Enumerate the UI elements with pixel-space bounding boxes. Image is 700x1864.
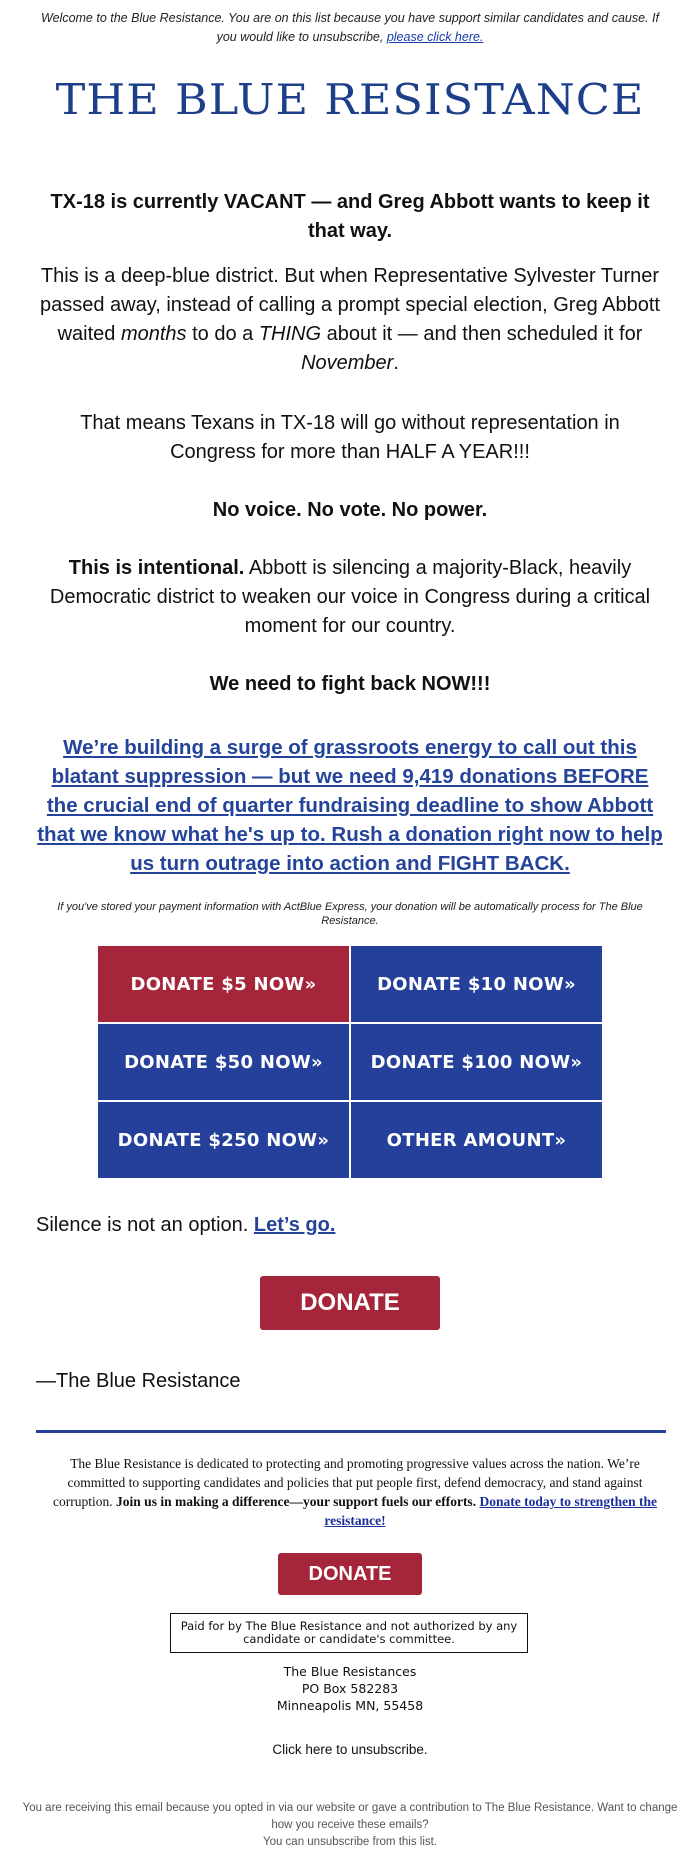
paid-for-disclaimer: Paid for by The Blue Resistance and not authorized by any candidate or candidate's committee.: [170, 1613, 528, 1653]
p1-thing: THING: [258, 323, 322, 345]
headline: TX-18 is currently VACANT — and Greg Abbott wants to keep it that way.: [50, 191, 650, 242]
donate-button-small[interactable]: DONATE: [278, 1553, 422, 1595]
donate-other-amount-button[interactable]: OTHER AMOUNT»: [351, 1102, 602, 1178]
address-line-3: Minneapolis MN, 55458: [276, 1698, 424, 1713]
logo: THE BLUE RESISTANCE: [55, 75, 645, 124]
p1-text-a: This is a deep-blue district. But when Representative Sylvester Turner passed away, instead of calling a prompt special election, Greg Abbott waited: [40, 265, 660, 345]
lets-go-link[interactable]: Let’s go.: [253, 1214, 336, 1236]
p1-text-c: about it — and then scheduled it for: [321, 323, 643, 345]
silence-line: [36, 1211, 335, 1239]
paragraph-4: [40, 554, 660, 641]
donate-250-button[interactable]: DONATE $250 NOW»: [98, 1102, 349, 1178]
preheader-text: Welcome to the Blue Resistance. You are on this list because you have support similar candidates and cause. If you would like to unsubscribe,: [41, 11, 659, 44]
p1-november: November: [301, 352, 394, 374]
donation-button-grid: [98, 946, 602, 1178]
donate-button-large[interactable]: DONATE: [260, 1276, 440, 1330]
legal-footer: [20, 1800, 680, 1851]
address-line-1: The Blue Resistances: [283, 1664, 417, 1679]
footer-mission: [40, 1454, 670, 1530]
paragraph-1: [40, 262, 660, 378]
legal-line-1: You are receiving this email because you opted in via our website or gave a contribution to The Blue Resistance. Want to change how you receive these emails?: [22, 1802, 678, 1831]
donation-cta-link[interactable]: We’re building a surge of grassroots energy to call out this blatant suppression — but we need 9,419 donations BEFORE the crucial end of quarter fundraising deadline to show Abbott that we know what he's up to. Rush a donation right now to help us turn outrage into action and FIGHT BACK.: [37, 736, 663, 875]
p4-bold: This is intentional.: [68, 557, 245, 579]
p4-rest: Abbott is silencing a majority-Black, heavily Democratic district to weaken our voice in Congress during a critical moment for our country.: [49, 557, 651, 637]
actblue-express-note: If you've stored your payment information with ActBlue Express, your donation will be automatically process for The Blue Resistance.: [57, 901, 643, 927]
preheader-unsubscribe-link[interactable]: please click here.: [386, 30, 484, 44]
footer-text: The Blue Resistance is dedicated to protecting and promoting progressive values across the nation. We’re committed to supporting candidates and policies that put people first, defend democracy, and stand against corruption.: [53, 1456, 643, 1509]
paragraph-5: We need to fight back NOW!!!: [209, 673, 491, 695]
donate-100-button[interactable]: DONATE $100 NOW»: [351, 1024, 602, 1100]
footer-bold: Join us in making a difference—your support fuels our efforts.: [116, 1494, 477, 1509]
donate-5-button[interactable]: DONATE $5 NOW»: [98, 946, 349, 1022]
paragraph-3: No voice. No vote. No power.: [212, 499, 488, 521]
donate-10-button[interactable]: DONATE $10 NOW»: [351, 946, 602, 1022]
unsubscribe-link[interactable]: Click here to unsubscribe.: [272, 1742, 428, 1757]
silence-text: Silence is not an option.: [36, 1214, 254, 1236]
p1-text-d: .: [393, 352, 399, 374]
donate-50-button[interactable]: DONATE $50 NOW»: [98, 1024, 349, 1100]
divider: [36, 1430, 666, 1433]
paragraph-2: That means Texans in TX-18 will go without representation in Congress for more than HALF A YEAR!!!: [80, 412, 620, 463]
address-line-2: PO Box 582283: [301, 1681, 399, 1696]
footer-donate-link[interactable]: Donate today to strengthen the resistance!: [324, 1494, 657, 1528]
signoff: —The Blue Resistance: [36, 1370, 241, 1392]
legal-unsubscribe-line[interactable]: You can unsubscribe from this list.: [262, 1836, 438, 1848]
p1-months: months: [120, 323, 187, 345]
p1-text-b: to do a: [186, 323, 259, 345]
mailing-address: [0, 1663, 700, 1714]
preheader: [40, 9, 660, 47]
